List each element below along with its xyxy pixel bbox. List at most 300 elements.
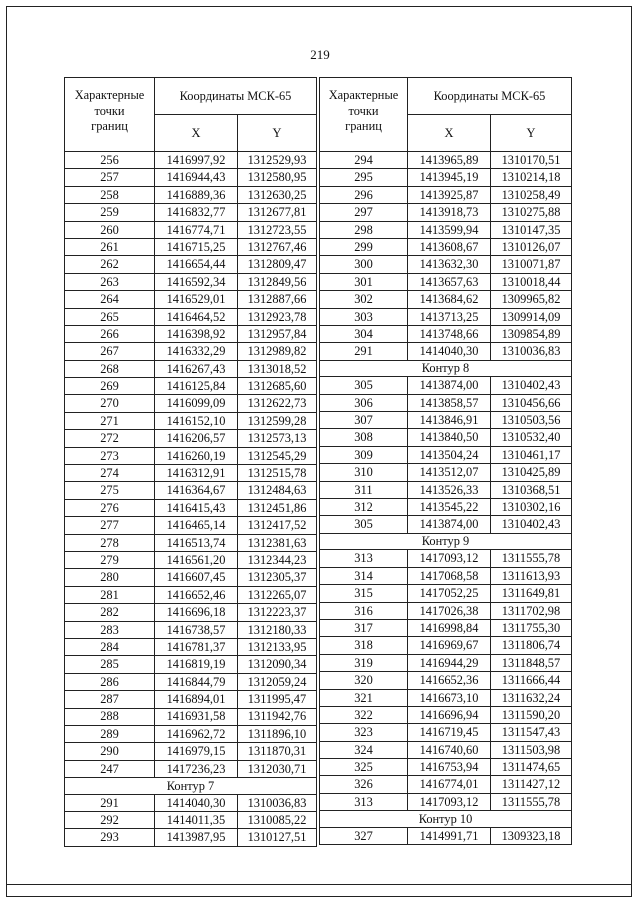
y-coordinate-cell: 1312887,66: [238, 291, 317, 308]
point-number-cell: 273: [65, 447, 155, 464]
coordinates-table-left: [64, 77, 317, 847]
y-coordinate-cell: 1312573,13: [238, 430, 317, 447]
x-coordinate-cell: 1416962,72: [155, 725, 238, 742]
point-number-cell: 312: [320, 499, 408, 516]
x-coordinate-cell: 1416652,46: [155, 586, 238, 603]
point-number-cell: 305: [320, 516, 408, 533]
table-row: [65, 186, 317, 203]
y-coordinate-cell: 1310402,43: [491, 516, 572, 533]
y-coordinate-cell: 1311995,47: [238, 691, 317, 708]
x-coordinate-cell: 1416997,92: [155, 152, 238, 169]
x-coordinate-cell: 1414991,71: [408, 827, 491, 844]
contour-header-row: [320, 811, 572, 828]
table-row: [65, 708, 317, 725]
table-row: [65, 325, 317, 342]
table-row: [65, 360, 317, 377]
table-row: [320, 464, 572, 481]
x-coordinate-cell: 1416513,74: [155, 534, 238, 551]
x-coordinate-cell: 1413748,66: [408, 325, 491, 342]
coordinates-table-right: [319, 77, 572, 845]
table-row: [320, 221, 572, 238]
table-row: [65, 743, 317, 760]
point-number-cell: 313: [320, 550, 408, 567]
x-coordinate-cell: 1413545,22: [408, 499, 491, 516]
x-coordinate-cell: 1416696,94: [408, 706, 491, 723]
point-number-cell: 289: [65, 725, 155, 742]
y-coordinate-cell: 1310018,44: [491, 273, 572, 290]
y-coordinate-cell: 1310085,22: [238, 812, 317, 829]
y-coordinate-cell: 1312849,56: [238, 273, 317, 290]
y-coordinate-cell: 1311649,81: [491, 585, 572, 602]
point-number-cell: 287: [65, 691, 155, 708]
y-coordinate-cell: 1309854,89: [491, 325, 572, 342]
contour-header-row: [320, 533, 572, 550]
x-coordinate-cell: 1416894,01: [155, 691, 238, 708]
point-number-cell: 267: [65, 343, 155, 360]
y-coordinate-cell: 1311702,98: [491, 602, 572, 619]
y-coordinate-cell: 1312133,95: [238, 638, 317, 655]
table-row: [320, 273, 572, 290]
table-row: [320, 412, 572, 429]
point-number-cell: 264: [65, 291, 155, 308]
table-row: [65, 482, 317, 499]
y-coordinate-cell: 1312529,93: [238, 152, 317, 169]
y-coordinate-cell: 1312417,52: [238, 517, 317, 534]
y-coordinate-cell: 1311427,12: [491, 776, 572, 793]
y-coordinate-cell: 1311848,57: [491, 654, 572, 671]
x-coordinate-cell: 1414011,35: [155, 812, 238, 829]
y-coordinate-cell: 1310214,18: [491, 169, 572, 186]
points-column-header: [320, 78, 408, 152]
point-number-cell: 291: [65, 794, 155, 811]
point-number-cell: 316: [320, 602, 408, 619]
point-number-cell: 309: [320, 446, 408, 463]
point-number-cell: 284: [65, 638, 155, 655]
table-row: [320, 793, 572, 810]
x-coordinate-cell: 1416152,10: [155, 412, 238, 429]
table-row: [320, 256, 572, 273]
x-coordinate-cell: 1413526,33: [408, 481, 491, 498]
table-body-right: [320, 152, 572, 845]
y-coordinate-cell: 1311755,30: [491, 619, 572, 636]
table-row: [65, 691, 317, 708]
point-number-cell: 275: [65, 482, 155, 499]
y-coordinate-cell: 1309323,18: [491, 827, 572, 844]
y-coordinate-cell: 1309965,82: [491, 291, 572, 308]
y-coordinate-cell: 1312957,84: [238, 325, 317, 342]
y-coordinate-cell: 1312305,37: [238, 569, 317, 586]
point-number-cell: 318: [320, 637, 408, 654]
point-number-cell: 325: [320, 759, 408, 776]
table-row: [320, 637, 572, 654]
page-number: 219: [310, 47, 330, 62]
x-coordinate-cell: 1413608,67: [408, 238, 491, 255]
table-row: [65, 638, 317, 655]
point-number-cell: 317: [320, 619, 408, 636]
point-number-cell: 270: [65, 395, 155, 412]
table-row: [320, 516, 572, 533]
y-coordinate-cell: 1312599,28: [238, 412, 317, 429]
y-coordinate-cell: 1311806,74: [491, 637, 572, 654]
x-coordinate-cell: 1416592,34: [155, 273, 238, 290]
x-coordinate-cell: 1416465,14: [155, 517, 238, 534]
x-coordinate-cell: 1413987,95: [155, 829, 238, 846]
table-row: [320, 567, 572, 584]
table-row: [65, 725, 317, 742]
x-coordinate-cell: 1416415,43: [155, 499, 238, 516]
x-coordinate-cell: 1417093,12: [408, 550, 491, 567]
x-coordinate-cell: 1417026,38: [408, 602, 491, 619]
point-number-cell: 279: [65, 551, 155, 568]
point-number-cell: 261: [65, 238, 155, 255]
point-number-cell: 296: [320, 186, 408, 203]
point-number-cell: 262: [65, 256, 155, 273]
x-coordinate-cell: 1417093,12: [408, 793, 491, 810]
table-row: [65, 656, 317, 673]
x-coordinate-cell: 1413504,24: [408, 446, 491, 463]
y-coordinate-cell: 1313018,52: [238, 360, 317, 377]
x-coordinate-cell: 1413965,89: [408, 152, 491, 169]
x-coordinate-cell: 1413657,63: [408, 273, 491, 290]
point-number-cell: 260: [65, 221, 155, 238]
table-row: [320, 672, 572, 689]
x-column-header: X: [408, 115, 491, 152]
table-row: [320, 394, 572, 411]
y-coordinate-cell: 1311942,76: [238, 708, 317, 725]
point-number-cell: 272: [65, 430, 155, 447]
table-row: [65, 586, 317, 603]
y-coordinate-cell: 1310258,49: [491, 186, 572, 203]
x-coordinate-cell: 1414040,30: [155, 794, 238, 811]
point-number-cell: 281: [65, 586, 155, 603]
point-number-cell: 259: [65, 204, 155, 221]
point-number-cell: 269: [65, 378, 155, 395]
table-row: [65, 604, 317, 621]
table-row: [65, 447, 317, 464]
point-number-cell: 283: [65, 621, 155, 638]
x-coordinate-cell: 1416529,01: [155, 291, 238, 308]
x-coordinate-cell: 1416774,01: [408, 776, 491, 793]
point-number-cell: 265: [65, 308, 155, 325]
y-coordinate-cell: 1312059,24: [238, 673, 317, 690]
y-coordinate-cell: 1311666,44: [491, 672, 572, 689]
x-coordinate-cell: 1413840,50: [408, 429, 491, 446]
x-coordinate-cell: 1416312,91: [155, 465, 238, 482]
y-coordinate-cell: 1312344,23: [238, 551, 317, 568]
y-coordinate-cell: 1310036,83: [238, 794, 317, 811]
y-coordinate-cell: 1312809,47: [238, 256, 317, 273]
contour-title: Контур 7: [65, 778, 317, 795]
y-coordinate-cell: 1311547,43: [491, 724, 572, 741]
table-row: [320, 602, 572, 619]
table-row: [65, 152, 317, 169]
points-label-line1: Характерные: [74, 88, 145, 102]
y-coordinate-cell: 1311555,78: [491, 793, 572, 810]
table-row: [320, 291, 572, 308]
table-row: [320, 481, 572, 498]
x-coordinate-cell: 1416652,36: [408, 672, 491, 689]
y-coordinate-cell: 1312923,78: [238, 308, 317, 325]
point-number-cell: 327: [320, 827, 408, 844]
point-number-cell: 297: [320, 204, 408, 221]
y-coordinate-cell: 1312677,81: [238, 204, 317, 221]
y-coordinate-cell: 1310147,35: [491, 221, 572, 238]
point-number-cell: 315: [320, 585, 408, 602]
x-coordinate-cell: 1416889,36: [155, 186, 238, 203]
x-coordinate-cell: 1416753,94: [408, 759, 491, 776]
point-number-cell: 299: [320, 238, 408, 255]
x-coordinate-cell: 1416715,25: [155, 238, 238, 255]
point-number-cell: 286: [65, 673, 155, 690]
point-number-cell: 310: [320, 464, 408, 481]
x-coordinate-cell: 1416654,44: [155, 256, 238, 273]
y-coordinate-cell: 1312381,63: [238, 534, 317, 551]
point-number-cell: 258: [65, 186, 155, 203]
y-column-header: Y: [238, 115, 317, 152]
point-number-cell: 288: [65, 708, 155, 725]
x-coordinate-cell: 1413918,73: [408, 204, 491, 221]
table-row: [65, 673, 317, 690]
x-coordinate-cell: 1416969,67: [408, 637, 491, 654]
y-coordinate-cell: 1311555,78: [491, 550, 572, 567]
x-coordinate-cell: 1416774,71: [155, 221, 238, 238]
points-label-line3: границ: [91, 119, 128, 133]
x-coordinate-cell: 1413684,62: [408, 291, 491, 308]
y-coordinate-cell: 1311474,65: [491, 759, 572, 776]
table-row: [65, 256, 317, 273]
table-row: [320, 446, 572, 463]
table-row: [65, 412, 317, 429]
contour-header-row: [65, 778, 317, 795]
page-bottom-border: [6, 884, 632, 885]
point-number-cell: 320: [320, 672, 408, 689]
y-coordinate-cell: 1311896,10: [238, 725, 317, 742]
x-coordinate-cell: 1413874,00: [408, 516, 491, 533]
points-column-header: [65, 78, 155, 152]
y-coordinate-cell: 1312030,71: [238, 760, 317, 777]
y-coordinate-cell: 1310275,88: [491, 204, 572, 221]
point-number-cell: 278: [65, 534, 155, 551]
table-row: [65, 395, 317, 412]
point-number-cell: 306: [320, 394, 408, 411]
y-coordinate-cell: 1312180,33: [238, 621, 317, 638]
table-row: [65, 517, 317, 534]
x-coordinate-cell: 1416696,18: [155, 604, 238, 621]
table-row: [65, 204, 317, 221]
y-coordinate-cell: 1310456,66: [491, 394, 572, 411]
points-label-line2: точки: [348, 103, 379, 118]
x-coordinate-cell: 1416332,29: [155, 343, 238, 360]
x-coordinate-cell: 1413945,19: [408, 169, 491, 186]
points-label-line2: точки: [94, 103, 125, 118]
points-label-line1: Характерные: [328, 88, 399, 102]
table-row: [320, 724, 572, 741]
coords-column-header: Координаты МСК-65: [155, 78, 317, 115]
table-row: [320, 706, 572, 723]
table-row: [320, 238, 572, 255]
contour-title: Контур 9: [320, 533, 572, 550]
table-row: [320, 776, 572, 793]
y-coordinate-cell: 1312090,34: [238, 656, 317, 673]
y-coordinate-cell: 1310503,56: [491, 412, 572, 429]
x-coordinate-cell: 1416607,45: [155, 569, 238, 586]
point-number-cell: 291: [320, 343, 408, 360]
table-row: [320, 308, 572, 325]
table-row: [320, 585, 572, 602]
contour-title: Контур 8: [320, 360, 572, 377]
x-coordinate-cell: 1413632,30: [408, 256, 491, 273]
x-coordinate-cell: 1417052,25: [408, 585, 491, 602]
table-row: [320, 343, 572, 360]
x-column-header: X: [155, 115, 238, 152]
table-row: [320, 325, 572, 342]
x-coordinate-cell: 1416781,37: [155, 638, 238, 655]
point-number-cell: 276: [65, 499, 155, 516]
y-coordinate-cell: 1310532,40: [491, 429, 572, 446]
point-number-cell: 307: [320, 412, 408, 429]
y-coordinate-cell: 1311613,93: [491, 567, 572, 584]
point-number-cell: 274: [65, 465, 155, 482]
point-number-cell: 292: [65, 812, 155, 829]
point-number-cell: 302: [320, 291, 408, 308]
y-coordinate-cell: 1310036,83: [491, 343, 572, 360]
x-coordinate-cell: 1417236,23: [155, 760, 238, 777]
contour-header-row: [320, 360, 572, 377]
y-coordinate-cell: 1312265,07: [238, 586, 317, 603]
points-label-line3: границ: [345, 119, 382, 133]
table-row: [65, 308, 317, 325]
table-row: [65, 291, 317, 308]
point-number-cell: 266: [65, 325, 155, 342]
x-coordinate-cell: 1413925,87: [408, 186, 491, 203]
y-coordinate-cell: 1312451,86: [238, 499, 317, 516]
y-coordinate-cell: 1312622,73: [238, 395, 317, 412]
x-coordinate-cell: 1417068,58: [408, 567, 491, 584]
y-coordinate-cell: 1310127,51: [238, 829, 317, 846]
point-number-cell: 282: [65, 604, 155, 621]
table-row: [65, 569, 317, 586]
y-coordinate-cell: 1310461,17: [491, 446, 572, 463]
table-row: [320, 759, 572, 776]
table-row: [320, 204, 572, 221]
x-coordinate-cell: 1416998,84: [408, 619, 491, 636]
x-coordinate-cell: 1416844,79: [155, 673, 238, 690]
point-number-cell: 293: [65, 829, 155, 846]
contour-title: Контур 10: [320, 811, 572, 828]
x-coordinate-cell: 1416819,19: [155, 656, 238, 673]
point-number-cell: 305: [320, 377, 408, 394]
table-row: [65, 169, 317, 186]
y-column-header: Y: [491, 115, 572, 152]
table-row: [320, 429, 572, 446]
x-coordinate-cell: 1416464,52: [155, 308, 238, 325]
table-row: [65, 343, 317, 360]
y-coordinate-cell: 1312767,46: [238, 238, 317, 255]
x-coordinate-cell: 1416561,20: [155, 551, 238, 568]
point-number-cell: 295: [320, 169, 408, 186]
table-row: [320, 169, 572, 186]
table-row: [320, 619, 572, 636]
x-coordinate-cell: 1416364,67: [155, 482, 238, 499]
point-number-cell: 256: [65, 152, 155, 169]
y-coordinate-cell: 1312723,55: [238, 221, 317, 238]
x-coordinate-cell: 1413858,57: [408, 394, 491, 411]
table-row: [320, 152, 572, 169]
y-coordinate-cell: 1311870,31: [238, 743, 317, 760]
y-coordinate-cell: 1310368,51: [491, 481, 572, 498]
point-number-cell: 268: [65, 360, 155, 377]
x-coordinate-cell: 1416931,58: [155, 708, 238, 725]
point-number-cell: 294: [320, 152, 408, 169]
point-number-cell: 321: [320, 689, 408, 706]
table-row: [65, 430, 317, 447]
x-coordinate-cell: 1416738,57: [155, 621, 238, 638]
point-number-cell: 311: [320, 481, 408, 498]
table-row: [320, 654, 572, 671]
table-row: [320, 186, 572, 203]
point-number-cell: 263: [65, 273, 155, 290]
table-row: [65, 794, 317, 811]
x-coordinate-cell: 1416832,77: [155, 204, 238, 221]
x-coordinate-cell: 1413512,07: [408, 464, 491, 481]
x-coordinate-cell: 1416125,84: [155, 378, 238, 395]
x-coordinate-cell: 1416206,57: [155, 430, 238, 447]
table-row: [65, 534, 317, 551]
y-coordinate-cell: 1312484,63: [238, 482, 317, 499]
point-number-cell: 285: [65, 656, 155, 673]
table-row: [65, 378, 317, 395]
y-coordinate-cell: 1310302,16: [491, 499, 572, 516]
x-coordinate-cell: 1416944,29: [408, 654, 491, 671]
y-coordinate-cell: 1312545,29: [238, 447, 317, 464]
x-coordinate-cell: 1413713,25: [408, 308, 491, 325]
table-row: [65, 551, 317, 568]
x-coordinate-cell: 1413846,91: [408, 412, 491, 429]
table-row: [320, 827, 572, 844]
y-coordinate-cell: 1312989,82: [238, 343, 317, 360]
table-row: [65, 499, 317, 516]
y-coordinate-cell: 1310071,87: [491, 256, 572, 273]
point-number-cell: 290: [65, 743, 155, 760]
point-number-cell: 323: [320, 724, 408, 741]
table-row: [320, 550, 572, 567]
x-coordinate-cell: 1416979,15: [155, 743, 238, 760]
point-number-cell: 304: [320, 325, 408, 342]
table-body-left: [65, 152, 317, 847]
y-coordinate-cell: 1312223,37: [238, 604, 317, 621]
point-number-cell: 277: [65, 517, 155, 534]
point-number-cell: 313: [320, 793, 408, 810]
x-coordinate-cell: 1416944,43: [155, 169, 238, 186]
y-coordinate-cell: 1310402,43: [491, 377, 572, 394]
x-coordinate-cell: 1413874,00: [408, 377, 491, 394]
point-number-cell: 301: [320, 273, 408, 290]
table-row: [65, 621, 317, 638]
y-coordinate-cell: 1309914,09: [491, 308, 572, 325]
y-coordinate-cell: 1311632,24: [491, 689, 572, 706]
y-coordinate-cell: 1312580,95: [238, 169, 317, 186]
table-row: [320, 689, 572, 706]
point-number-cell: 257: [65, 169, 155, 186]
y-coordinate-cell: 1312515,78: [238, 465, 317, 482]
point-number-cell: 247: [65, 760, 155, 777]
point-number-cell: 322: [320, 706, 408, 723]
point-number-cell: 303: [320, 308, 408, 325]
table-row: [320, 741, 572, 758]
table-row: [320, 499, 572, 516]
point-number-cell: 326: [320, 776, 408, 793]
point-number-cell: 319: [320, 654, 408, 671]
